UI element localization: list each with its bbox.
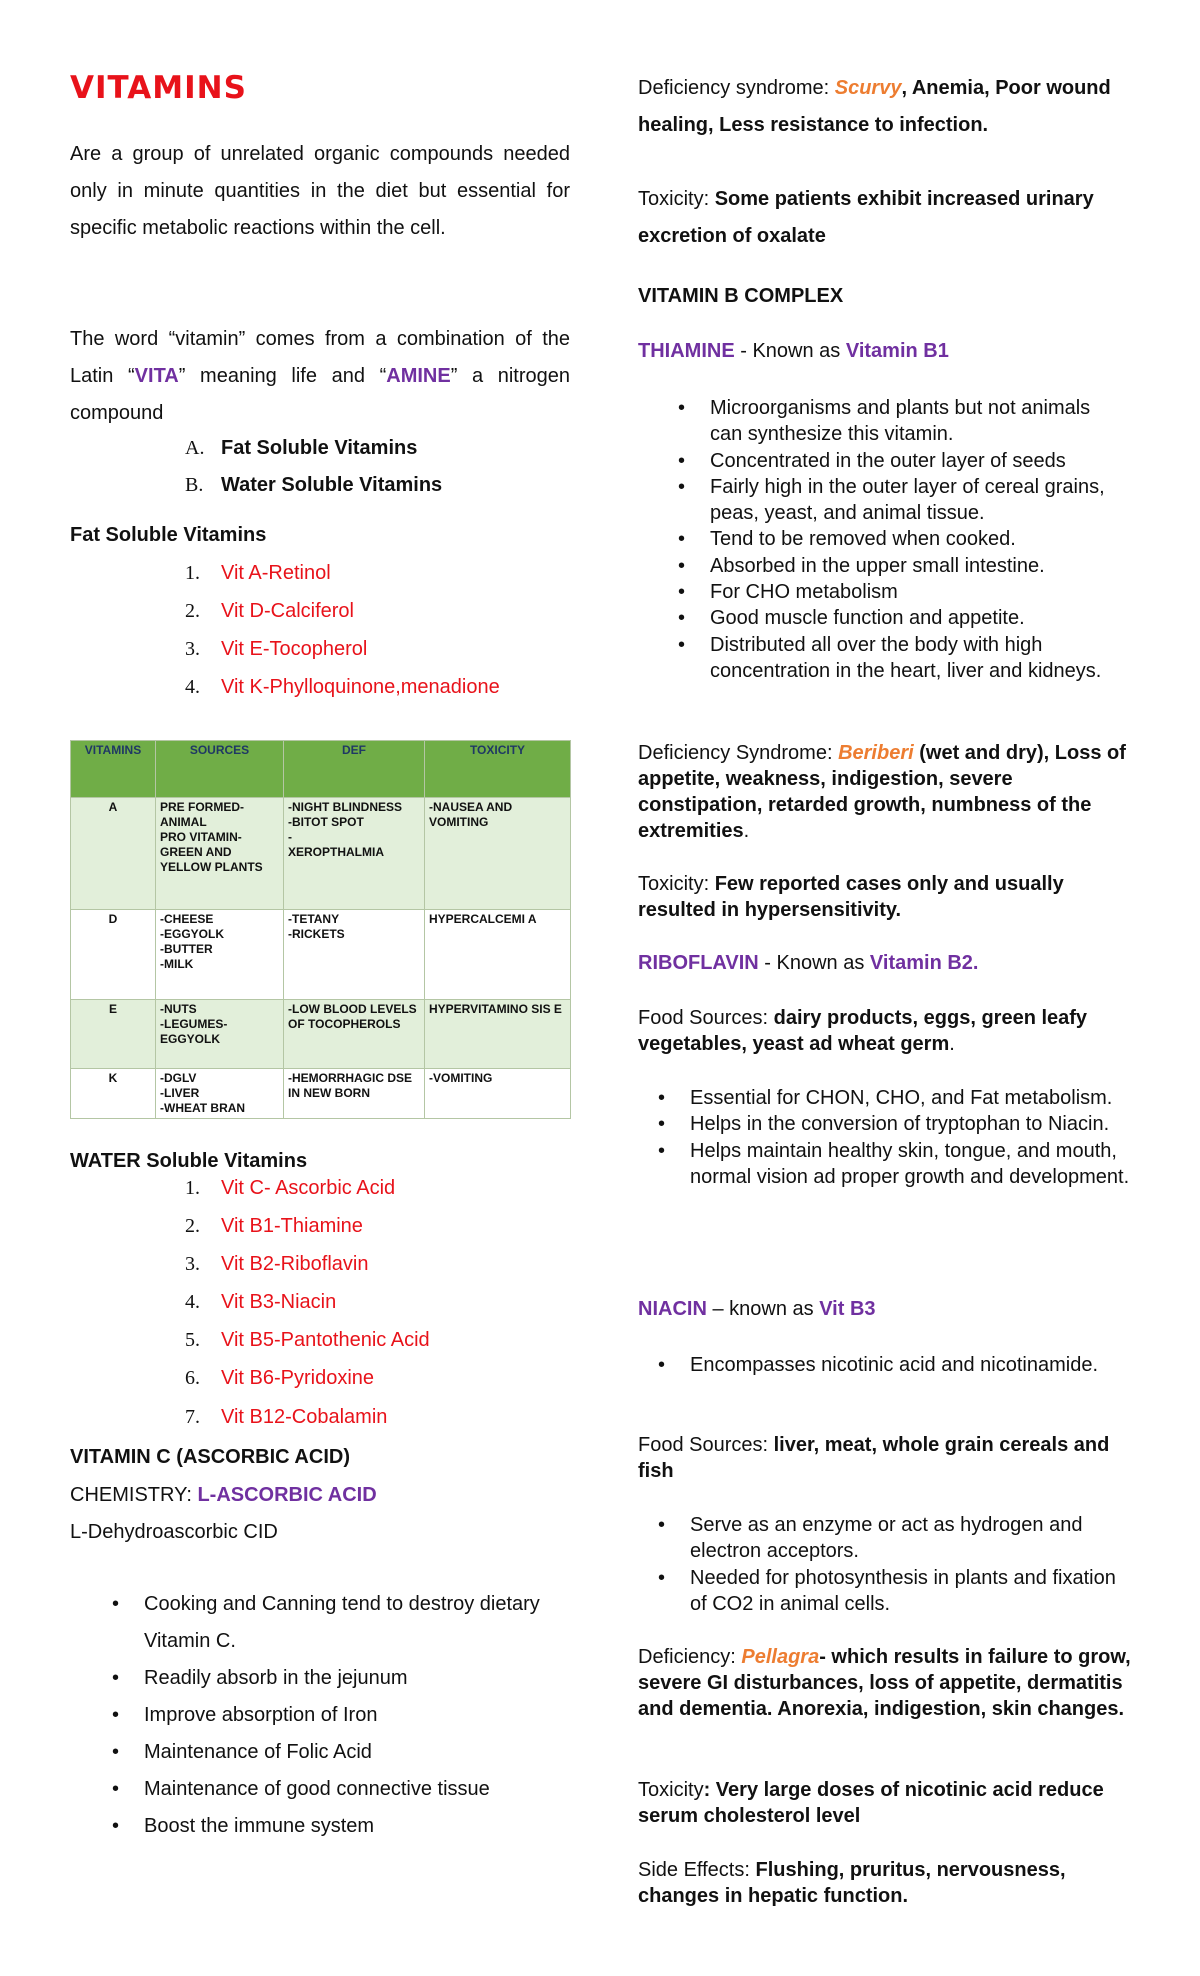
list-item: • Helps maintain healthy skin, tongue, and mouth, normal vision ad proper growth and development. xyxy=(636,1138,1136,1191)
list-item: • Helps in the conversion of tryptophan to Niacin. xyxy=(636,1111,1136,1137)
list-num: 7. xyxy=(185,1406,200,1428)
food-sources-text: liver, meat, whole grain cereals and fish xyxy=(638,1434,1110,1482)
toxicity-text: : Very large doses of nicotinic acid reduce serum cholesterol level xyxy=(638,1779,1104,1827)
scurvy-term: Scurvy xyxy=(834,77,902,99)
table-row xyxy=(71,910,571,1000)
column-header: TOXICITY xyxy=(425,741,571,798)
side-effects-text: Flushing, pruritus, nervousness, changes in hepatic function. xyxy=(638,1859,1066,1907)
vitamin-word-paragraph xyxy=(70,321,570,432)
fat-soluble-heading: Fat Soluble Vitamins xyxy=(70,524,267,546)
list-num: 1. xyxy=(185,562,200,584)
food-sources-text: dairy products, eggs, green leafy vegetables, yeast ad wheat germ xyxy=(638,1007,1088,1055)
known-as-text: - Known as xyxy=(758,952,870,974)
niacin-vitamin: Vit B3 xyxy=(819,1298,876,1320)
type-num: A. xyxy=(185,437,205,459)
list-num: 3. xyxy=(185,1253,200,1275)
word-text-3: ” a nitrogen compound xyxy=(70,365,571,424)
vita-term: VITA xyxy=(134,365,179,387)
list-item: Vit B2-Riboflavin xyxy=(221,1253,369,1275)
beriberi-paragraph xyxy=(638,740,1138,844)
list-item: • Tend to be removed when cooked. xyxy=(656,526,1126,552)
list-item: Vit B5-Pantothenic Acid xyxy=(221,1329,430,1351)
table-row xyxy=(71,1000,571,1069)
list-num: 2. xyxy=(185,1215,200,1237)
list-item: Vit A-Retinol xyxy=(221,562,331,584)
column-header: SOURCES xyxy=(156,741,284,798)
vitamin-c-bullets xyxy=(90,1586,550,1845)
vitamin-c-heading: VITAMIN C (ASCORBIC ACID) xyxy=(70,1446,350,1468)
word-text-2: ” meaning life and “ xyxy=(178,365,387,387)
pellagra-text: - which results in failure to grow, severe GI disturbances, loss of appetite, dermatitis and dementia. Anorexia, indigestion, skin changes. xyxy=(638,1646,1131,1720)
type-fat: Fat Soluble Vitamins xyxy=(221,437,418,459)
list-item: • For CHO metabolism xyxy=(656,579,1126,605)
b1-toxicity-paragraph xyxy=(638,871,1138,923)
list-num: 1. xyxy=(185,1177,200,1199)
beriberi-text: (wet and dry), Loss of appetite, weakness, indigestion, severe constipation, retarded growth, numbness of the extremities xyxy=(638,742,1126,842)
thiamine-name: THIAMINE xyxy=(638,340,735,362)
side-effects-paragraph xyxy=(638,1857,1138,1909)
list-item: • Concentrated in the outer layer of seeds xyxy=(656,448,1126,474)
deficiency-text: , Anemia, Poor wound healing, Less resistance to infection. xyxy=(638,77,1111,136)
riboflavin-food-paragraph xyxy=(638,1005,1138,1057)
b-complex-heading: VITAMIN B COMPLEX xyxy=(638,285,844,307)
toxicity-label: Toxicity: xyxy=(638,188,715,210)
deficiency-label: Deficiency: xyxy=(638,1646,742,1668)
list-item: • Readily absorb in the jejunum xyxy=(90,1660,550,1697)
toxicity-text: Some patients exhibit increased urinary excretion of oxalate xyxy=(638,188,1094,247)
table-cell: -NUTS -LEGUMES-EGGYOLK xyxy=(156,1000,284,1069)
list-item: Vit C- Ascorbic Acid xyxy=(221,1177,396,1199)
list-item: • Serve as an enzyme or act as hydrogen and electron acceptors. xyxy=(636,1512,1136,1565)
type-water: Water Soluble Vitamins xyxy=(221,474,443,496)
list-item: Vit B3-Niacin xyxy=(221,1291,337,1313)
food-sources-end: . xyxy=(949,1033,955,1055)
list-item: • Needed for photosynthesis in plants and fixation of CO2 in animal cells. xyxy=(636,1565,1136,1618)
riboflavin-name: RIBOFLAVIN xyxy=(638,952,759,974)
scurvy-paragraph xyxy=(638,70,1138,144)
riboflavin-line xyxy=(638,952,978,975)
known-as-text: – known as xyxy=(706,1298,820,1320)
table-row xyxy=(71,798,571,910)
niacin-bullets xyxy=(636,1352,1116,1378)
list-item: • Encompasses nicotinic acid and nicotinamide. xyxy=(636,1352,1116,1378)
table-cell: D xyxy=(71,910,156,1000)
amine-term: AMINE xyxy=(386,365,451,387)
list-item: • Absorbed in the upper small intestine. xyxy=(656,553,1126,579)
table-cell: HYPERVITAMINO SIS E xyxy=(425,1000,571,1069)
type-num: B. xyxy=(185,474,204,496)
riboflavin-vitamin: Vitamin B2. xyxy=(869,952,979,974)
riboflavin-bullets xyxy=(636,1085,1136,1190)
list-item: • Good muscle function and appetite. xyxy=(656,605,1126,631)
table-cell: -DGLV -LIVER -WHEAT BRAN xyxy=(156,1069,284,1119)
table-row xyxy=(71,1069,571,1119)
list-item: Vit B12-Cobalamin xyxy=(221,1406,388,1428)
list-num: 5. xyxy=(185,1329,200,1351)
list-item: • Essential for CHON, CHO, and Fat metabolism. xyxy=(636,1085,1136,1111)
list-num: 3. xyxy=(185,638,200,660)
list-item: • Maintenance of Folic Acid xyxy=(90,1734,550,1771)
table-cell: -VOMITING xyxy=(425,1069,571,1119)
niacin-name: NIACIN xyxy=(638,1298,707,1320)
chemistry-label: CHEMISTRY: xyxy=(70,1484,198,1506)
deficiency-label: Deficiency syndrome: xyxy=(638,77,835,99)
list-num: 6. xyxy=(185,1367,200,1389)
list-item: • Boost the immune system xyxy=(90,1808,550,1845)
beriberi-end: . xyxy=(743,820,750,842)
toxicity-text: Few reported cases only and usually resulted in hypersensitivity. xyxy=(638,873,1064,921)
food-sources-label: Food Sources: xyxy=(638,1007,774,1029)
thiamine-bullets xyxy=(656,395,1126,684)
dehydro-line: L-Dehydroascorbic CID xyxy=(70,1521,278,1543)
table-cell: -LOW BLOOD LEVELS OF TOCOPHEROLS xyxy=(284,1000,425,1069)
vitamins-table xyxy=(70,740,571,1119)
niacin-toxicity-paragraph xyxy=(638,1777,1138,1829)
page-title: VITAMINS xyxy=(70,70,247,106)
side-effects-label: Side Effects: xyxy=(638,1859,756,1881)
list-item: • Distributed all over the body with high concentration in the heart, liver and kidneys. xyxy=(656,632,1126,685)
table-cell: E xyxy=(71,1000,156,1069)
table-cell: HYPERCALCEMI A xyxy=(425,910,571,1000)
list-num: 4. xyxy=(185,676,200,698)
niacin-food-paragraph xyxy=(638,1432,1138,1484)
list-item: Vit B6-Pyridoxine xyxy=(221,1367,375,1389)
table-cell: -NIGHT BLINDNESS -BITOT SPOT - XEROPTHALMIA xyxy=(284,798,425,910)
chemistry-line xyxy=(70,1484,377,1507)
table-cell: PRE FORMED-ANIMAL PRO VITAMIN-GREEN AND YELLOW PLANTS xyxy=(156,798,284,910)
list-item: Vit K-Phylloquinone,menadione xyxy=(221,676,500,698)
known-as-text: - Known as xyxy=(734,340,846,362)
thiamine-vitamin: Vitamin B1 xyxy=(845,340,949,362)
chemistry-value: L-ASCORBIC ACID xyxy=(197,1484,377,1506)
pellagra-paragraph xyxy=(638,1644,1138,1722)
list-item: Vit E-Tocopherol xyxy=(221,638,368,660)
table-cell: -HEMORRHAGIC DSE IN NEW BORN xyxy=(284,1069,425,1119)
thiamine-line xyxy=(638,340,949,363)
list-num: 4. xyxy=(185,1291,200,1313)
niacin-bullets-2 xyxy=(636,1512,1136,1617)
table-cell: -CHEESE -EGGYOLK -BUTTER -MILK xyxy=(156,910,284,1000)
list-item: • Maintenance of good connective tissue xyxy=(90,1771,550,1808)
column-header: DEF xyxy=(284,741,425,798)
list-num: 2. xyxy=(185,600,200,622)
niacin-line xyxy=(638,1298,876,1321)
table-cell: K xyxy=(71,1069,156,1119)
toxicity-label: Toxicity xyxy=(638,1779,704,1801)
beriberi-term: Beriberi xyxy=(838,742,914,764)
water-soluble-heading: WATER Soluble Vitamins xyxy=(70,1150,308,1172)
vitc-toxicity-paragraph xyxy=(638,181,1138,255)
table-header-row xyxy=(71,741,571,798)
list-item: Vit B1-Thiamine xyxy=(221,1215,363,1237)
list-item: • Improve absorption of Iron xyxy=(90,1697,550,1734)
list-item: Vit D-Calciferol xyxy=(221,600,354,622)
toxicity-label: Toxicity: xyxy=(638,873,715,895)
intro-paragraph: Are a group of unrelated organic compounds needed only in minute quantities in the diet but essential for specific metabolic reactions within the cell. xyxy=(70,143,570,239)
deficiency-label: Deficiency Syndrome: xyxy=(638,742,839,764)
list-item: • Microorganisms and plants but not animals can synthesize this vitamin. xyxy=(656,395,1126,448)
table-cell: -NAUSEA AND VOMITING xyxy=(425,798,571,910)
list-item: • Cooking and Canning tend to destroy dietary Vitamin C. xyxy=(90,1586,550,1660)
pellagra-term: Pellagra xyxy=(741,1646,820,1668)
table-cell: A xyxy=(71,798,156,910)
list-item: • Fairly high in the outer layer of cereal grains, peas, yeast, and animal tissue. xyxy=(656,474,1126,527)
table-cell: -TETANY -RICKETS xyxy=(284,910,425,1000)
column-header: VITAMINS xyxy=(71,741,156,798)
word-text-1: The word “vitamin” comes from a combination of the Latin “ xyxy=(70,328,570,387)
food-sources-label: Food Sources: xyxy=(638,1434,774,1456)
